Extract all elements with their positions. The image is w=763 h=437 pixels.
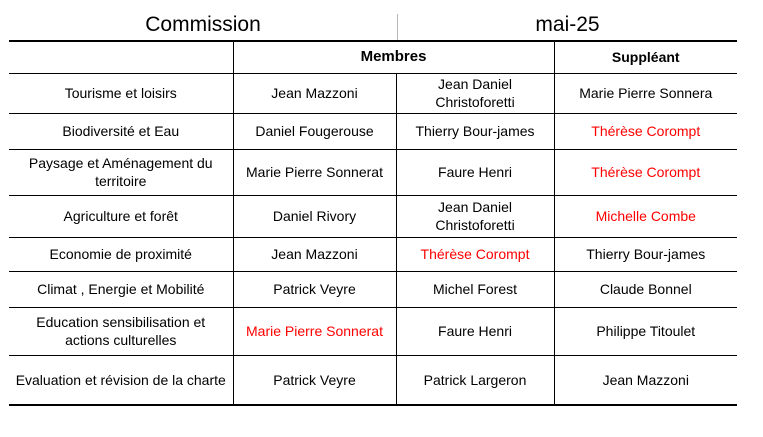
member1-cell: Marie Pierre Sonnerat: [233, 149, 396, 195]
substitute-cell: Marie Pierre Sonnera: [554, 73, 737, 113]
table-body: [9, 73, 737, 405]
member2-cell: Jean Daniel Christoforetti: [396, 195, 554, 237]
substitute-cell: Thérèse Corompt: [554, 113, 737, 149]
member1-cell: Daniel Fougerouse: [233, 113, 396, 149]
member1-cell: Daniel Rivory: [233, 195, 396, 237]
member2-cell: Patrick Largeron: [396, 355, 554, 405]
substitute-cell: Jean Mazzoni: [554, 355, 737, 405]
member2-cell: Jean Daniel Christoforetti: [396, 73, 554, 113]
header-substitute: Suppléant: [554, 41, 737, 73]
member1-cell: Marie Pierre Sonnerat: [233, 307, 396, 355]
header-commission: [9, 41, 233, 73]
commission-cell: Agriculture et forêt: [9, 195, 233, 237]
header-members: Membres: [233, 41, 554, 73]
table-row: [9, 195, 737, 237]
substitute-cell: Philippe Titoulet: [554, 307, 737, 355]
member1-cell: Jean Mazzoni: [233, 237, 396, 271]
member2-cell: Thierry Bour-james: [396, 113, 554, 149]
table-row: [9, 73, 737, 113]
table-row: [9, 113, 737, 149]
table-row: [9, 355, 737, 405]
member1-cell: Patrick Veyre: [233, 355, 396, 405]
table-header-row: [9, 41, 737, 73]
substitute-cell: Claude Bonnel: [554, 271, 737, 307]
table-row: [9, 237, 737, 271]
title-commission: Commission: [145, 13, 261, 36]
commission-cell: Education sensibilisation et actions culturelles: [9, 307, 233, 355]
commission-cell: Paysage et Aménagement du territoire: [9, 149, 233, 195]
member2-cell: Faure Henri: [396, 149, 554, 195]
member1-cell: Jean Mazzoni: [233, 73, 396, 113]
commission-cell: Biodiversité et Eau: [9, 113, 233, 149]
commission-cell: Evaluation et révision de la charte: [9, 355, 233, 405]
title-date: mai-25: [535, 13, 600, 36]
commission-cell: Tourisme et loisirs: [9, 73, 233, 113]
table-row: [9, 149, 737, 195]
commission-cell: Economie de proximité: [9, 237, 233, 271]
table-row: [9, 307, 737, 355]
member1-cell: Patrick Veyre: [233, 271, 396, 307]
commission-table: [9, 40, 737, 406]
substitute-cell: Thierry Bour-james: [554, 237, 737, 271]
member2-cell: Michel Forest: [396, 271, 554, 307]
commission-cell: Climat , Energie et Mobilité: [9, 271, 233, 307]
substitute-cell: Thérèse Corompt: [554, 149, 737, 195]
title-row: [9, 10, 737, 40]
member2-cell: Thérèse Corompt: [396, 237, 554, 271]
table-row: [9, 271, 737, 307]
substitute-cell: Michelle Combe: [554, 195, 737, 237]
member2-cell: Faure Henri: [396, 307, 554, 355]
